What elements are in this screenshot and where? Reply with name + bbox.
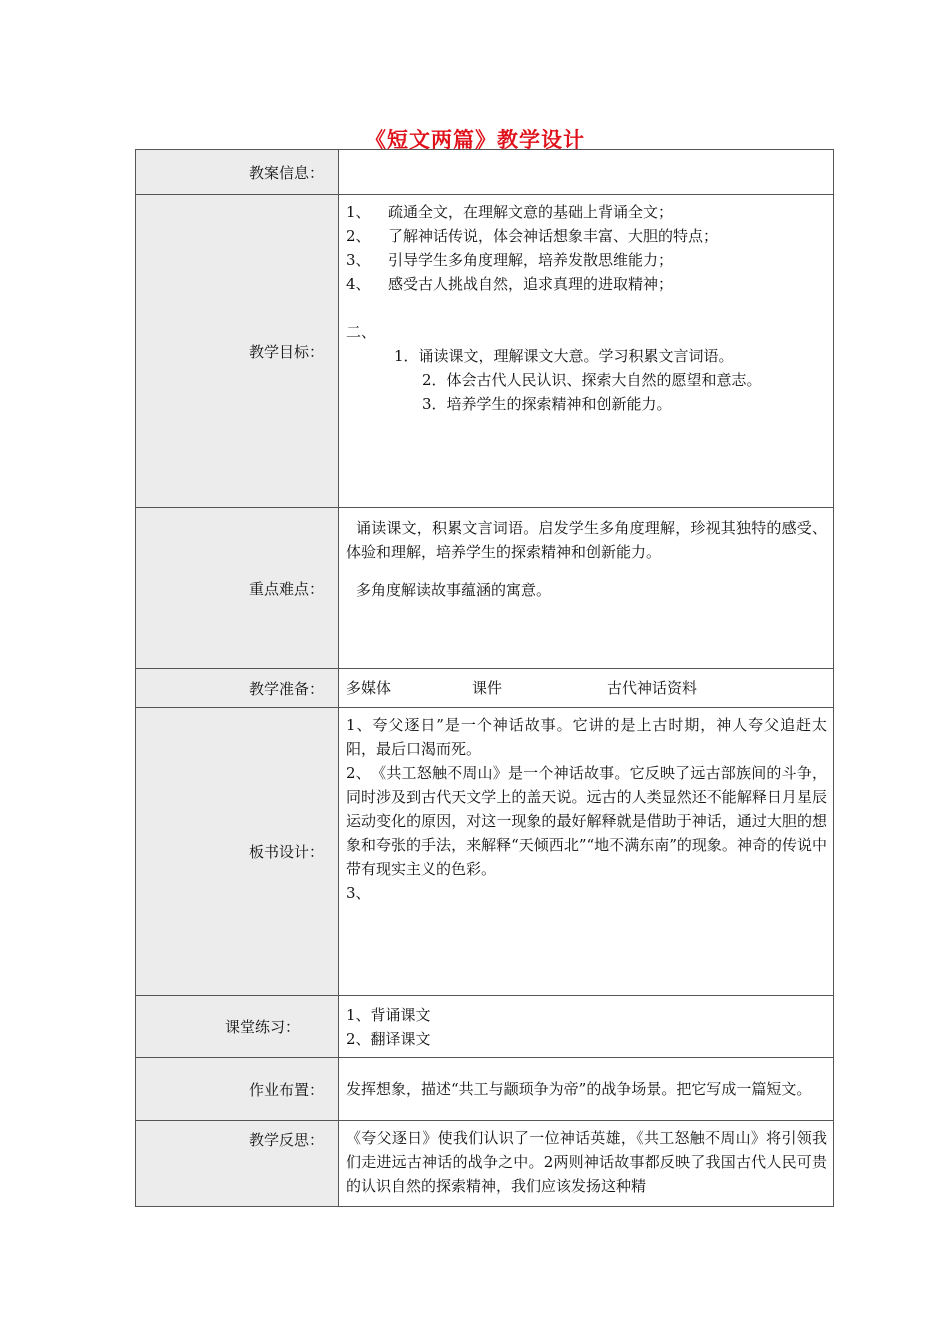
value-info xyxy=(339,150,834,195)
value-reflection: 《夸父逐日》使我们认识了一位神话英雄，《共工怒触不周山》将引领我们走进远古神话的战争之中。2两则神话故事都反映了我国古代人民可贵的认识自然的探索精神，我们应该发扬这种精 xyxy=(339,1121,834,1207)
key-paragraph: 多角度解读故事蕴涵的寓意。 xyxy=(356,581,552,599)
value-goals xyxy=(339,195,834,508)
value-homework: 发挥想象，描述“共工与颛顼争为帝”的战争场景。把它写成一篇短文。 xyxy=(339,1058,834,1121)
prep-item: 多媒体 xyxy=(346,679,392,697)
value-board xyxy=(339,708,834,996)
label-info: 教案信息： xyxy=(136,150,339,195)
label-homework: 作业布置： xyxy=(136,1058,339,1121)
row-reflection xyxy=(136,1121,834,1207)
label-goals: 教学目标： xyxy=(136,195,339,508)
row-goals xyxy=(136,195,834,508)
prep-item: 课件 xyxy=(472,679,503,697)
practice-item: 1、背诵课文 xyxy=(346,1005,431,1024)
value-prep xyxy=(339,669,834,708)
document-title: 《短文两篇》教学设计 xyxy=(365,128,585,152)
goal-section-two: 二、 xyxy=(346,323,377,341)
row-key xyxy=(136,508,834,669)
value-key xyxy=(339,508,834,669)
lesson-plan-table xyxy=(135,149,834,1207)
row-board xyxy=(136,708,834,996)
value-practice xyxy=(339,996,834,1058)
row-practice xyxy=(136,996,834,1058)
label-practice: 课堂练习： xyxy=(136,996,339,1058)
row-info xyxy=(136,150,834,195)
board-paragraph: 2、 《共工怒触不周山》是一个神话故事。它反映了远古部族间的斗争，同时涉及到古代天文学上的盖天说。远古的人类显然还不能解释日月星辰运动变化的原因，对这一现象的最好解释就是借助于神话，通过大胆的想象和夸张的手法，来解释“天倾西北”“地不满东南”的现象。神奇的传说中带有现实主义的色彩。 xyxy=(346,764,827,878)
key-paragraph: 诵读课文，积累文言词语。启发学生多角度理解，珍视其独特的感受、体验和理解，培养学生的探索精神和创新能力。 xyxy=(346,519,827,561)
row-homework xyxy=(136,1058,834,1121)
goal-sub-item: 2．体会古代人民认识、探索大自然的愿望和意志。 xyxy=(422,371,762,389)
goal-item: 3、 引导学生多角度理解，培养发散思维能力； xyxy=(346,251,674,269)
goal-item: 1、 疏通全文，在理解文意的基础上背诵全文； xyxy=(346,203,674,221)
label-prep: 教学准备： xyxy=(136,669,339,708)
goal-item: 4、 感受古人挑战自然，追求真理的进取精神； xyxy=(346,275,674,293)
label-board: 板书设计： xyxy=(136,708,339,996)
goal-sub-item: 1．诵读课文，理解课文大意。学习积累文言词语。 xyxy=(394,347,734,365)
label-reflection: 教学反思： xyxy=(136,1121,339,1207)
practice-item: 2、翻译课文 xyxy=(346,1029,431,1048)
board-paragraph: 3、 xyxy=(346,884,371,902)
label-key: 重点难点： xyxy=(136,508,339,669)
row-prep xyxy=(136,669,834,708)
goal-sub-item: 3．培养学生的探索精神和创新能力。 xyxy=(422,395,672,413)
goal-item: 2、 了解神话传说，体会神话想象丰富、大胆的特点； xyxy=(346,227,719,245)
board-paragraph: 1、夸父逐日”是一个神话故事。它讲的是上古时期，神人夸父追赶太阳，最后口渴而死。 xyxy=(346,716,827,758)
prep-item: 古代神话资料 xyxy=(607,679,698,697)
